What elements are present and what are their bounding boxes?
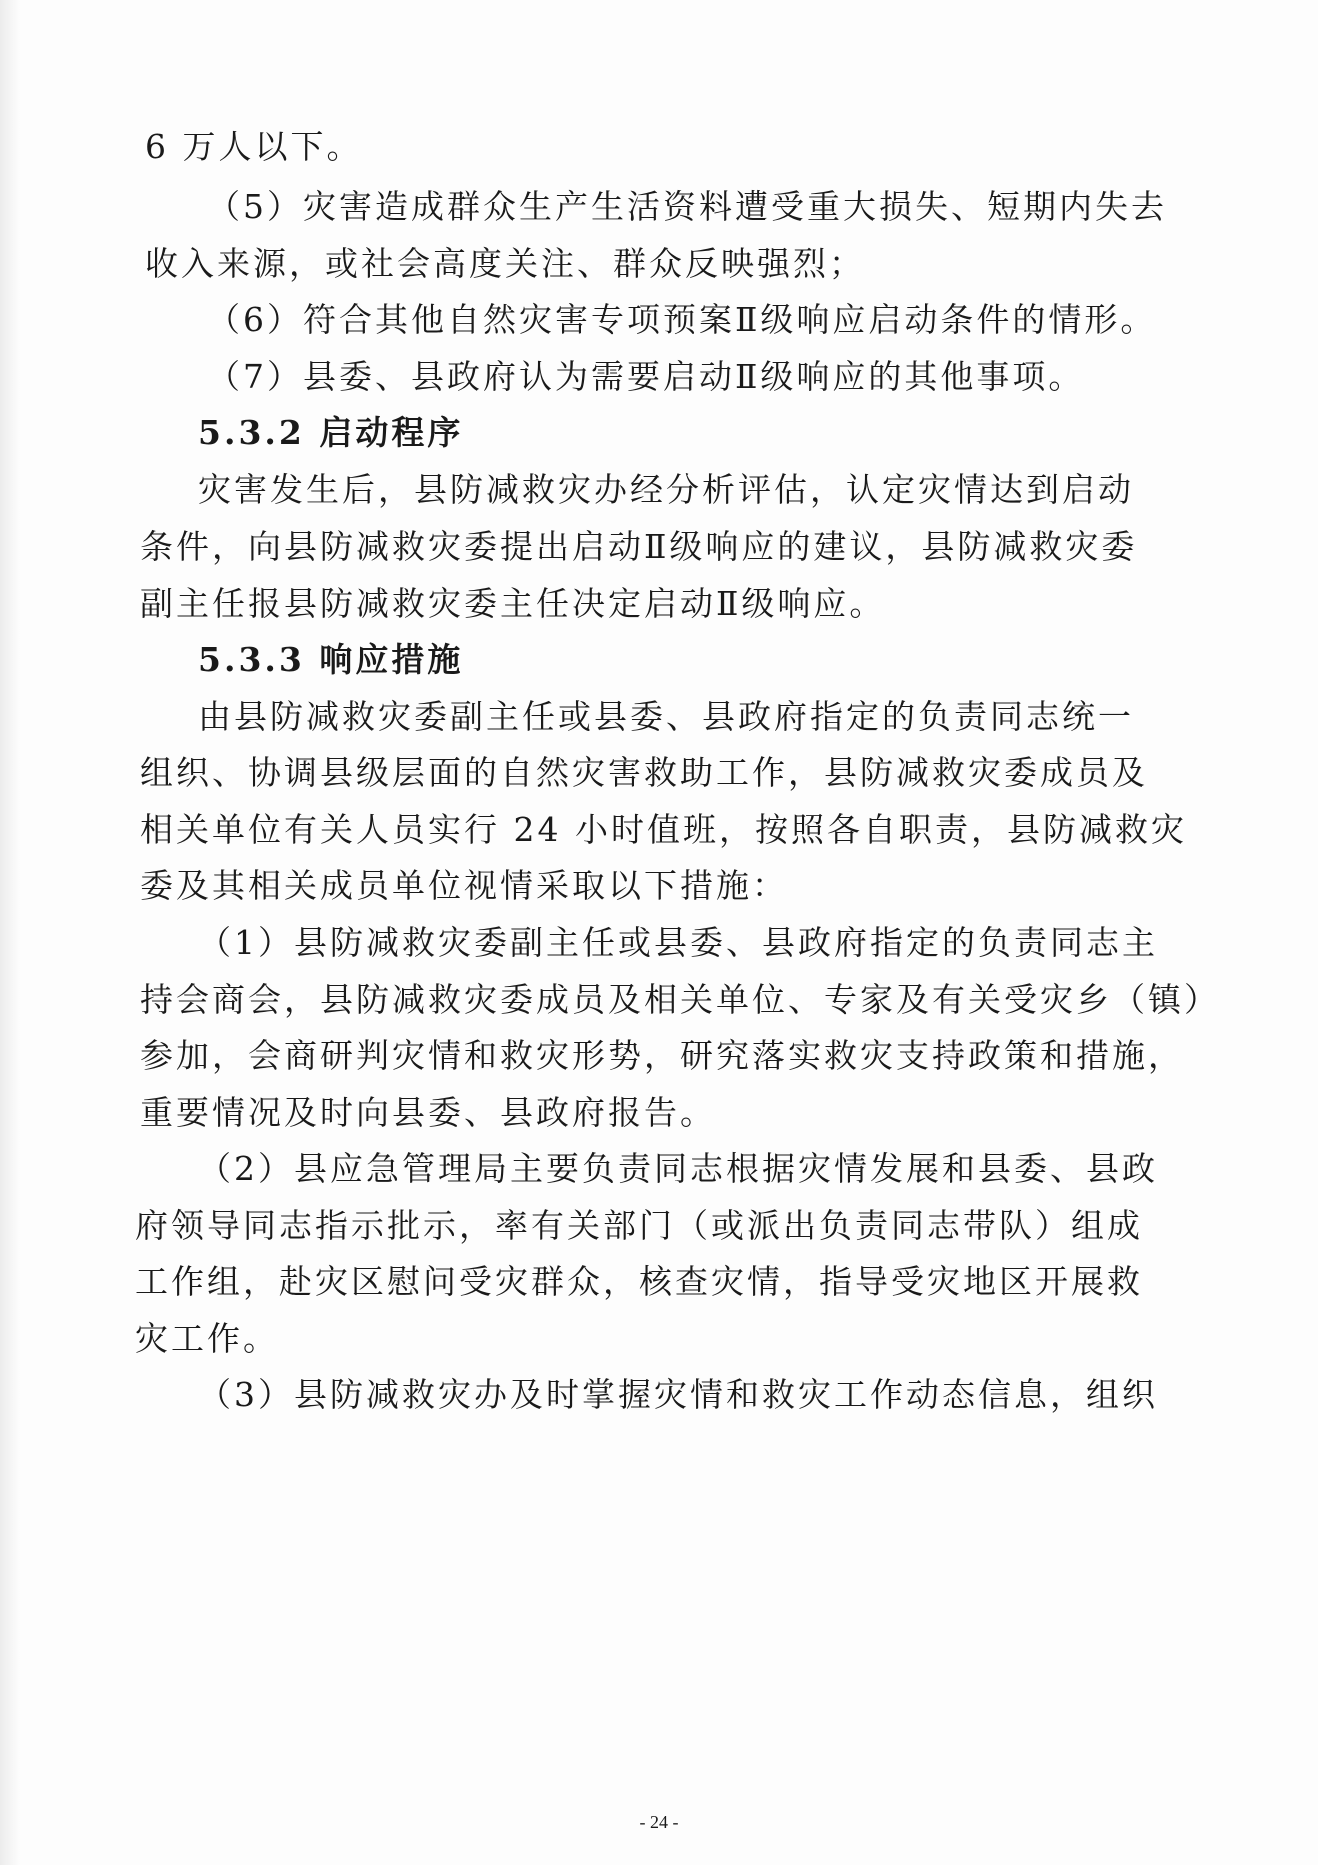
text-line: 灾工作。 [135,1319,279,1358]
text-line: 灾害发生后，县防减救灾办经分析评估，认定灾情达到启动 [198,470,1134,509]
text-line: 工作组，赴灾区慰问受灾群众，核查灾情，指导受灾地区开展救 [135,1262,1143,1301]
text-line: 持会商会，县防减救灾委成员及相关单位、专家及有关受灾乡（镇） [140,980,1220,1019]
text-line: 收入来源，或社会高度关注、群众反映强烈； [145,244,865,283]
text-line: （3）县防减救灾办及时掌握灾情和救灾工作动态信息，组织 [198,1375,1158,1414]
text-line: 条件，向县防减救灾委提出启动Ⅱ级响应的建议，县防减救灾委 [140,527,1138,566]
text-line: （2）县应急管理局主要负责同志根据灾情发展和县委、县政 [198,1149,1158,1188]
text-line: 副主任报县防减救灾委主任决定启动Ⅱ级响应。 [140,584,886,623]
text-line: （6）符合其他自然灾害专项预案Ⅱ级响应启动条件的情形。 [207,300,1157,339]
text-line: 由县防减救灾委副主任或县委、县政府指定的负责同志统一 [198,697,1134,736]
text-line: 委及其相关成员单位视情采取以下措施： [140,866,788,905]
text-line: 6 万人以下。 [145,127,363,166]
text-line: （5）灾害造成群众生产生活资料遭受重大损失、短期内失去 [207,187,1167,226]
section-heading: 5.3.3 响应措施 [198,640,464,679]
text-line: 参加，会商研判灾情和救灾形势，研究落实救灾支持政策和措施， [140,1036,1184,1075]
text-line: （7）县委、县政府认为需要启动Ⅱ级响应的其他事项。 [207,357,1085,396]
text-line: 相关单位有关人员实行 24 小时值班，按照各自职责，县防减救灾 [140,810,1187,849]
text-line: 组织、协调县级层面的自然灾害救助工作，县防减救灾委成员及 [140,753,1148,792]
text-line: 府领导同志指示批示，率有关部门（或派出负责同志带队）组成 [135,1206,1143,1245]
section-heading: 5.3.2 启动程序 [198,413,464,452]
text-line: 重要情况及时向县委、县政府报告。 [140,1093,716,1132]
page-number: - 24 - [639,1812,679,1832]
text-line: （1）县防减救灾委副主任或县委、县政府指定的负责同志主 [198,923,1158,962]
scan-edge-shadow [0,0,20,1865]
